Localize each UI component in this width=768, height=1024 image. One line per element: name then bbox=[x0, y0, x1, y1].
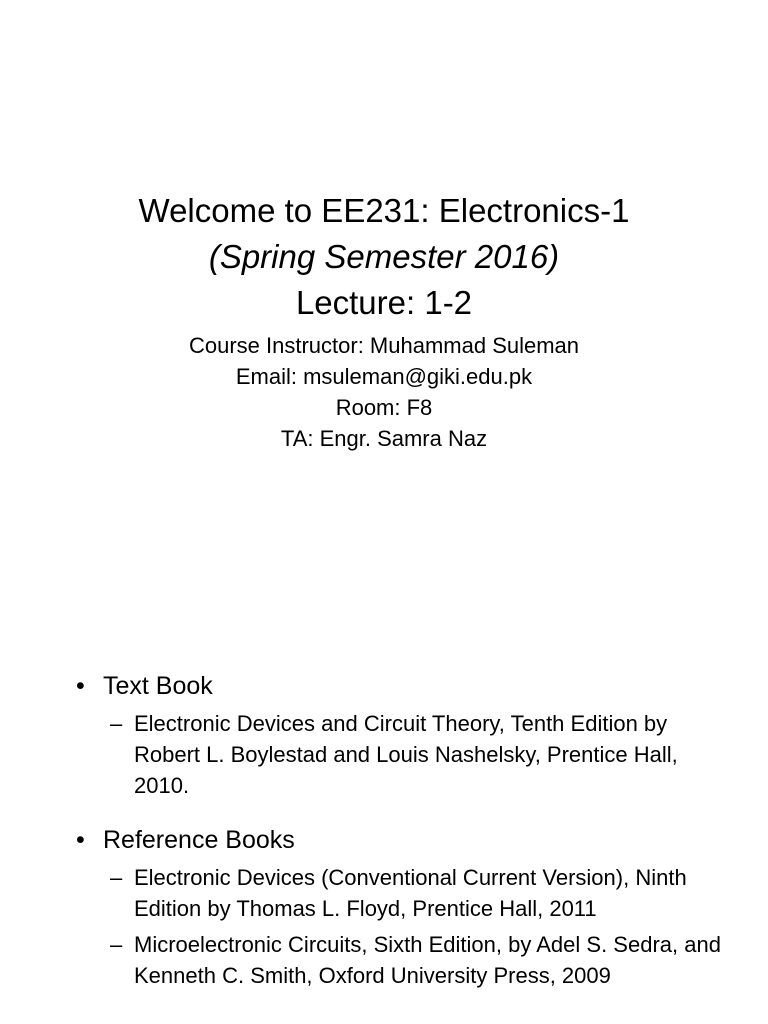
course-info bbox=[0, 330, 768, 454]
dash-icon: – bbox=[110, 932, 123, 957]
books-slide bbox=[0, 512, 768, 1024]
bullet-icon: • bbox=[76, 672, 85, 700]
book-entry: Electronic Devices and Circuit Theory, Tenth Edition by Robert L. Boylestad and Louis Nashelsky, Prentice Hall, 2010. bbox=[134, 711, 678, 798]
list-item bbox=[76, 929, 736, 991]
text-book-list bbox=[76, 708, 736, 801]
ta-line: TA: Engr. Samra Naz bbox=[280, 426, 488, 451]
text-book-section bbox=[76, 670, 736, 801]
bullet-icon: • bbox=[76, 826, 85, 854]
course-title: Welcome to EE231: Electronics-1 bbox=[138, 192, 630, 229]
email-line: Email: msuleman@giki.edu.pk bbox=[235, 364, 533, 389]
books-list bbox=[76, 670, 736, 996]
title-block bbox=[0, 188, 768, 326]
lecture-number: Lecture: 1-2 bbox=[295, 284, 473, 321]
instructor-line: Course Instructor: Muhammad Suleman bbox=[188, 333, 580, 358]
list-item bbox=[76, 708, 736, 801]
dash-icon: – bbox=[110, 865, 123, 890]
reference-books-heading: Reference Books bbox=[103, 826, 295, 854]
reference-books-section bbox=[76, 824, 736, 991]
list-item bbox=[76, 862, 736, 924]
book-entry: Microelectronic Circuits, Sixth Edition, by Adel S. Sedra, and Kenneth C. Smith, Oxford University Press, 2009 bbox=[134, 932, 721, 988]
book-entry: Electronic Devices (Conventional Current Version), Ninth Edition by Thomas L. Floyd, Prentice Hall, 2011 bbox=[134, 865, 687, 921]
semester-subtitle: (Spring Semester 2016) bbox=[208, 238, 560, 275]
room-line: Room: F8 bbox=[335, 395, 433, 420]
reference-books-list bbox=[76, 862, 736, 991]
dash-icon: – bbox=[110, 711, 123, 736]
text-book-heading: Text Book bbox=[103, 672, 213, 700]
